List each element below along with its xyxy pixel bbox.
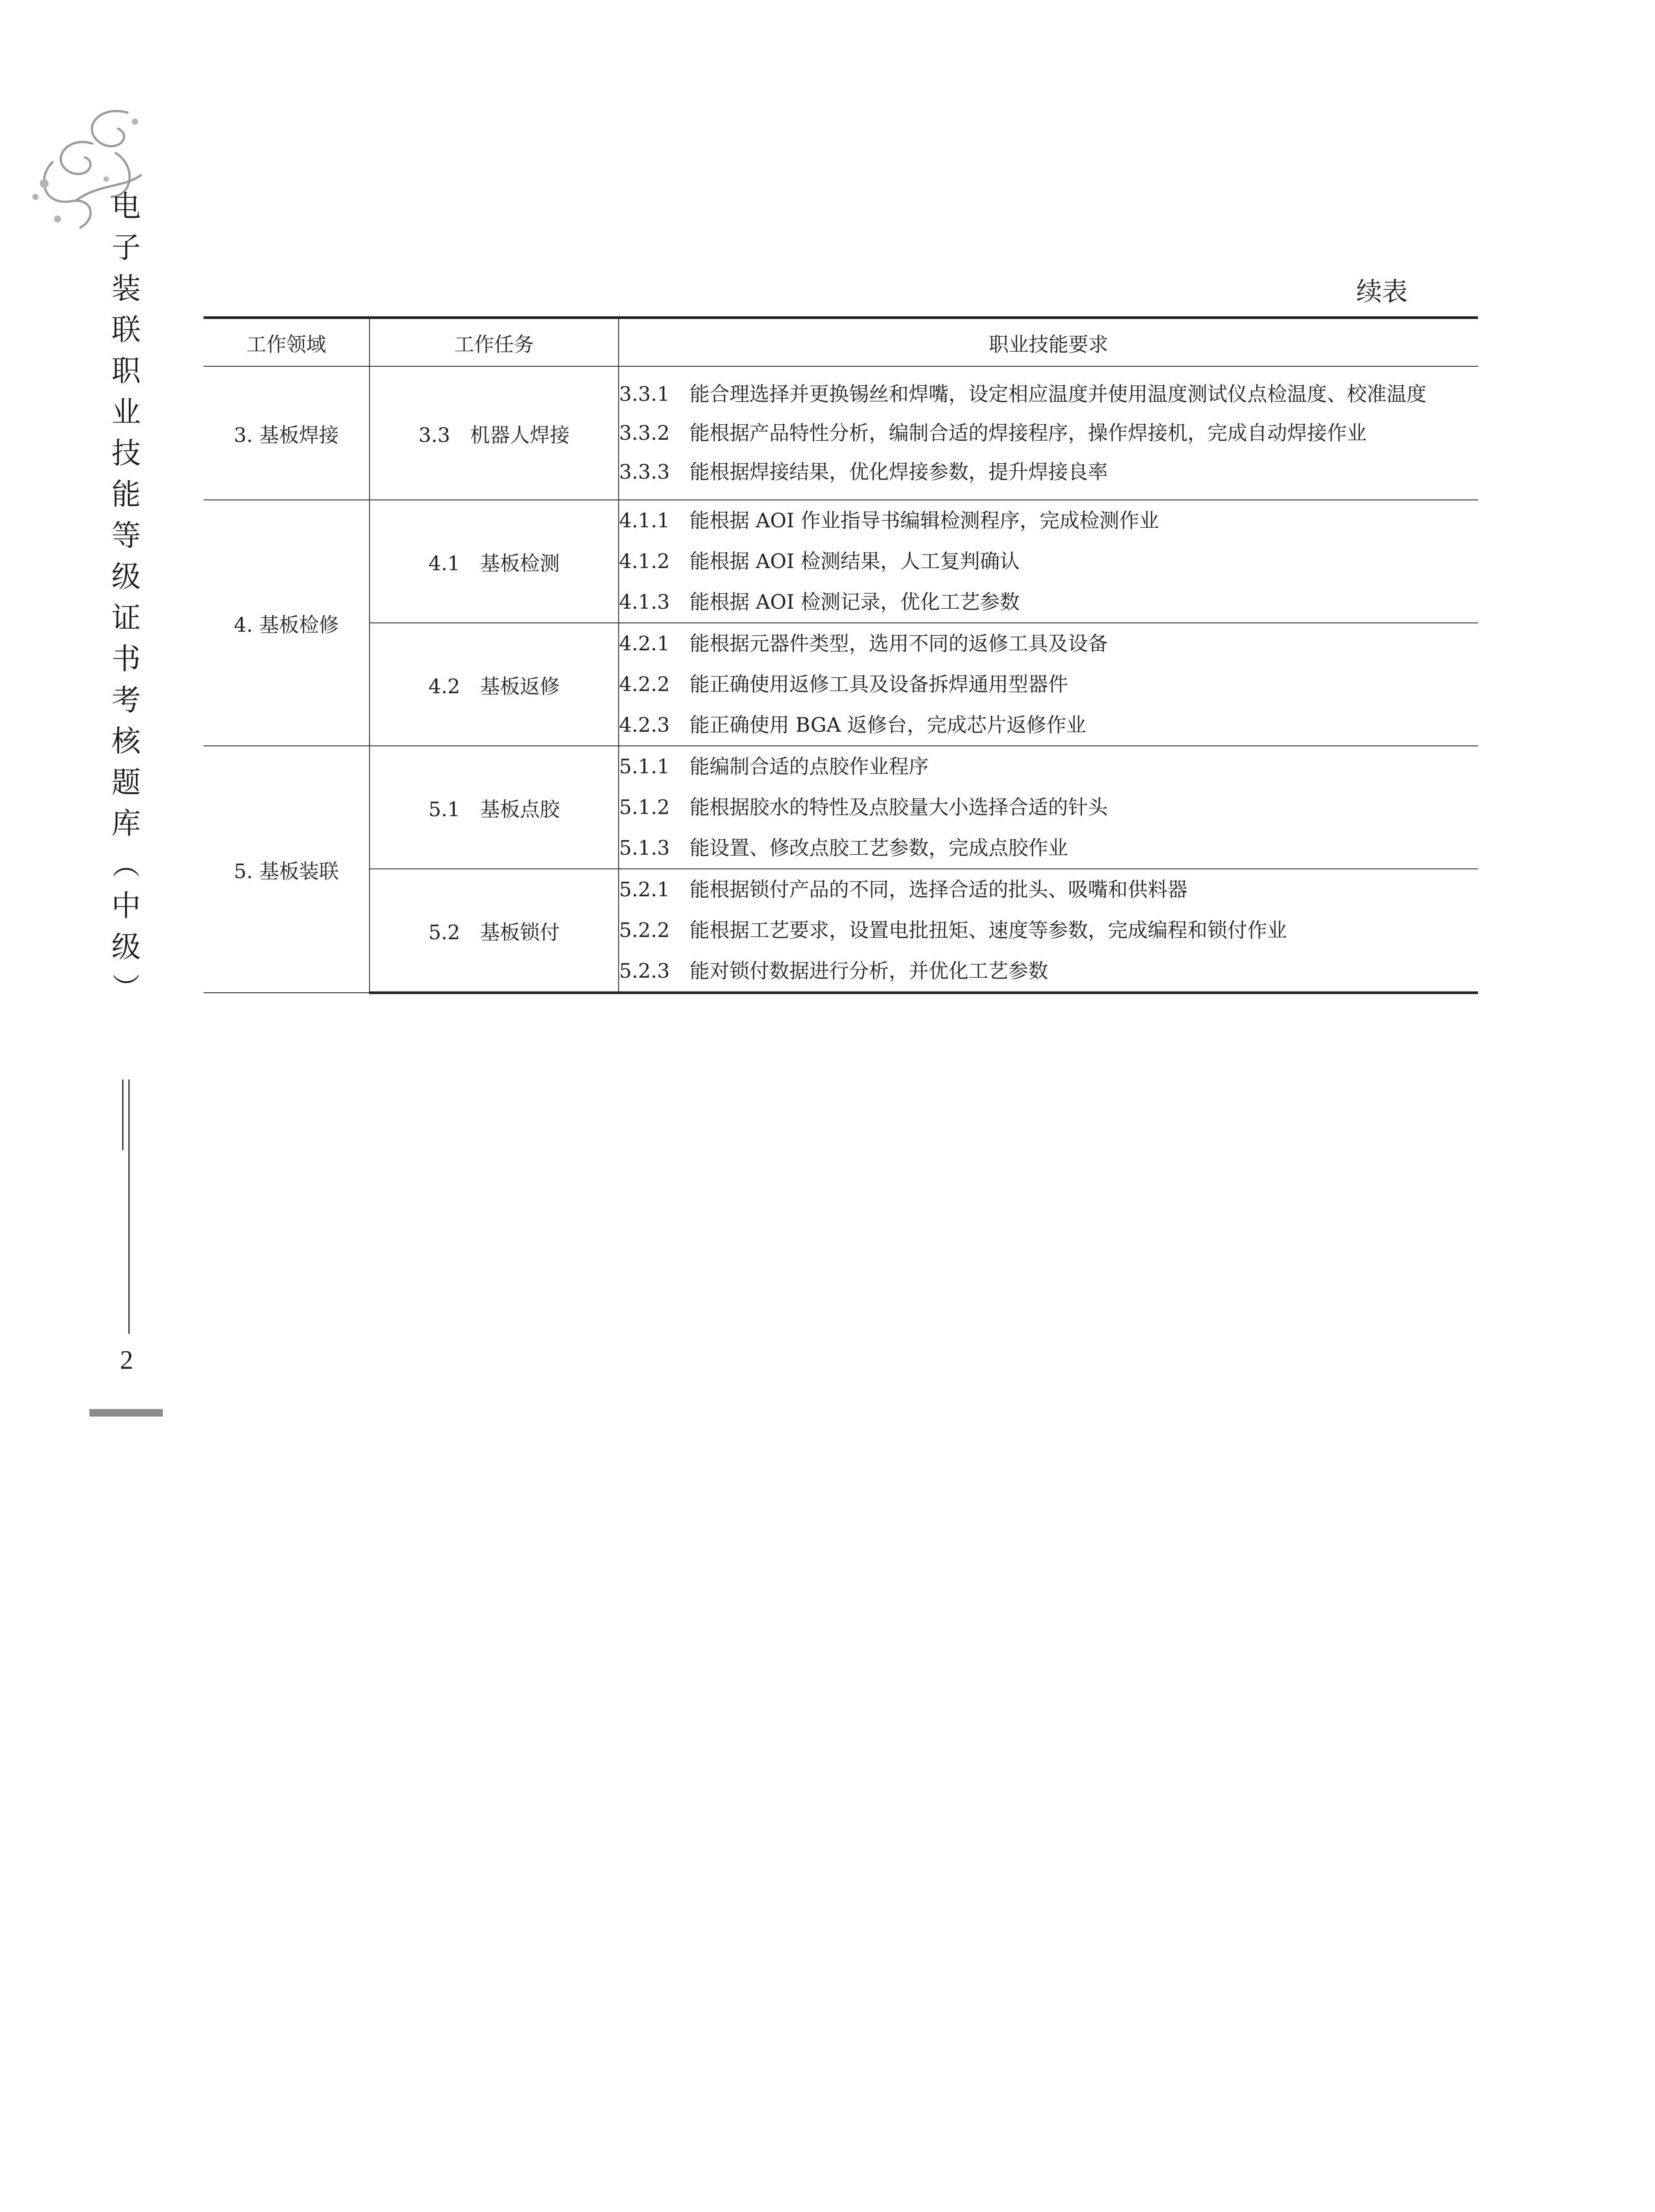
side-title-char: ︶ xyxy=(112,972,140,1004)
requirements-cell xyxy=(619,366,1478,500)
page-number-bar xyxy=(89,1409,163,1417)
requirements-cell xyxy=(619,500,1478,623)
requirement-item: 4.2.1 能根据元器件类型，选用不同的返修工具及设备 xyxy=(619,632,1108,655)
side-title-char: 题 xyxy=(112,765,141,799)
side-title-char: 等 xyxy=(112,518,141,553)
requirement-item: 5.1.2 能根据胶水的特性及点胶量大小选择合适的针头 xyxy=(619,795,1108,819)
requirements-cell xyxy=(619,623,1478,746)
table-row xyxy=(204,500,1478,623)
domain-cell: 3. 基板焊接 xyxy=(204,366,369,500)
requirement-item: 3.3.3 能根据焊接结果，优化焊接参数，提升焊接良率 xyxy=(619,460,1108,484)
requirement-item: 4.1.2 能根据 AOI 检测结果，人工复判确认 xyxy=(619,549,1020,573)
header-work-task: 工作任务 xyxy=(369,318,619,366)
domain-cell: 5. 基板装联 xyxy=(204,746,369,993)
continued-table-label: 续表 xyxy=(1356,276,1408,307)
requirement-item: 4.2.2 能正确使用返修工具及设备拆焊通用型器件 xyxy=(619,672,1068,696)
side-title-char: 证 xyxy=(112,601,141,635)
side-book-title xyxy=(104,186,148,1009)
table-row xyxy=(204,746,1478,869)
skills-table xyxy=(204,316,1478,994)
table-row xyxy=(204,623,1478,746)
requirement-item: 5.2.2 能根据工艺要求，设置电批扭矩、速度等参数，完成编程和锁付作业 xyxy=(619,918,1287,942)
requirement-item: 3.3.2 能根据产品特性分析，编制合适的焊接程序，操作焊接机，完成自动焊接作业 xyxy=(619,421,1367,445)
spine-rule xyxy=(128,1079,130,1334)
requirements-cell xyxy=(619,746,1478,869)
task-cell: 4.2 基板返修 xyxy=(369,623,619,746)
side-title-char: 联 xyxy=(112,313,141,347)
task-cell: 5.2 基板锁付 xyxy=(369,869,619,993)
page-number: 2 xyxy=(120,1345,133,1375)
requirement-item: 4.1.1 能根据 AOI 作业指导书编辑检测程序，完成检测作业 xyxy=(619,509,1159,532)
side-title-char: 考 xyxy=(112,683,141,717)
table-header-row xyxy=(204,318,1478,366)
task-cell: 4.1 基板检测 xyxy=(369,500,619,623)
header-work-domain: 工作领域 xyxy=(204,318,369,366)
side-title-char: 级 xyxy=(112,930,141,964)
table-row xyxy=(204,869,1478,993)
requirements-cell xyxy=(619,869,1478,993)
side-title-char: 核 xyxy=(112,724,141,758)
side-title-char: 中 xyxy=(112,889,141,923)
side-title-char: 库 xyxy=(112,806,141,841)
side-title-char: 子 xyxy=(112,230,141,265)
task-cell: 3.3 机器人焊接 xyxy=(369,366,619,500)
side-title-char: 业 xyxy=(112,395,141,429)
side-title-char: 职 xyxy=(112,354,141,388)
requirement-item: 5.2.1 能根据锁付产品的不同，选择合适的批头、吸嘴和供料器 xyxy=(619,878,1188,901)
requirement-item: 5.2.3 能对锁付数据进行分析，并优化工艺参数 xyxy=(619,959,1048,983)
side-title-char: 书 xyxy=(112,642,141,676)
side-title-char: ︵ xyxy=(112,849,140,881)
requirement-item: 5.1.3 能设置、修改点胶工艺参数，完成点胶作业 xyxy=(619,836,1068,860)
requirement-item: 5.1.1 能编制合适的点胶作业程序 xyxy=(619,755,929,778)
requirement-item: 4.1.3 能根据 AOI 检测记录，优化工艺参数 xyxy=(619,590,1020,614)
spine-rule xyxy=(122,1079,123,1150)
side-title-char: 装 xyxy=(112,272,141,306)
table-row xyxy=(204,366,1478,500)
header-skill-requirements: 职业技能要求 xyxy=(619,318,1478,366)
side-title-char: 电 xyxy=(112,189,141,223)
requirement-item: 4.2.3 能正确使用 BGA 返修台，完成芯片返修作业 xyxy=(619,713,1086,737)
side-title-char: 技 xyxy=(112,436,141,470)
requirement-item: 3.3.1 能合理选择并更换锡丝和焊嘴，设定相应温度并使用温度测试仪点检温度、校准温度 xyxy=(619,382,1427,406)
side-title-char: 级 xyxy=(112,560,141,594)
task-cell: 5.1 基板点胶 xyxy=(369,746,619,869)
side-title-char: 能 xyxy=(112,477,141,511)
domain-cell: 4. 基板检修 xyxy=(204,500,369,746)
